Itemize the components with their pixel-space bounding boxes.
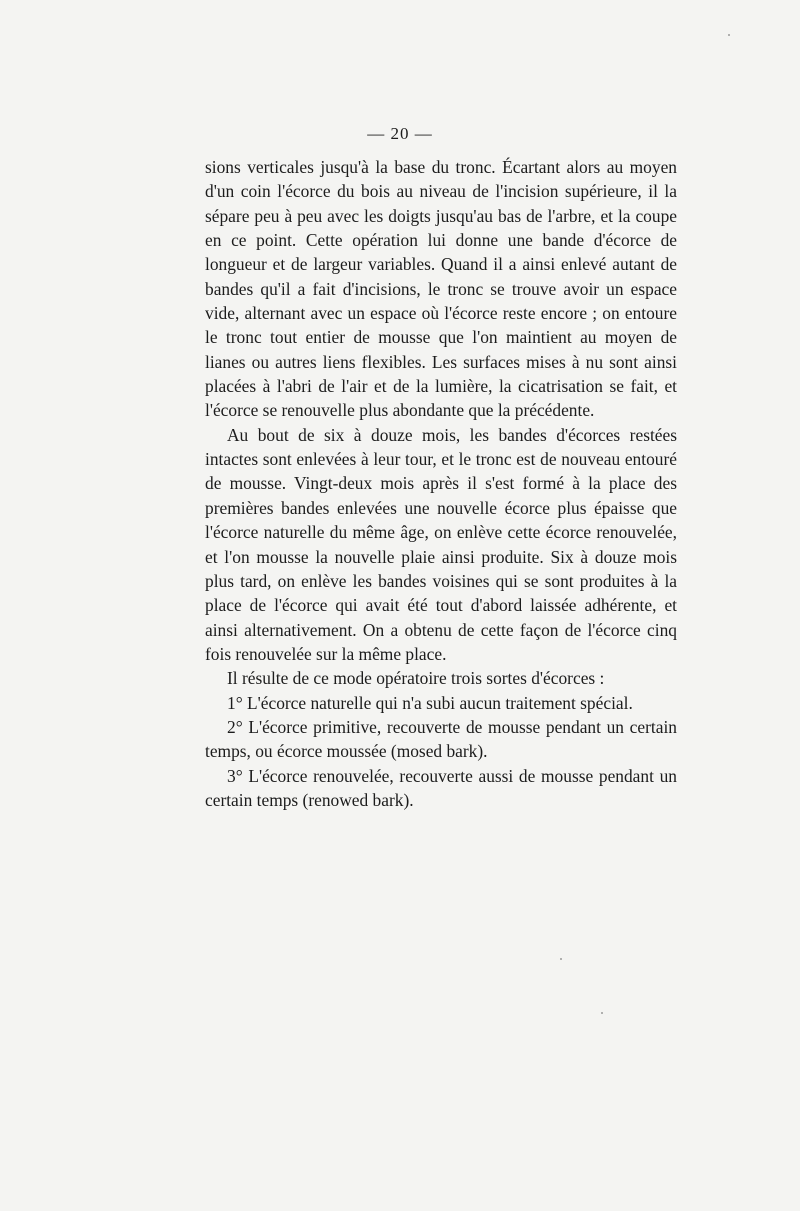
page-number: — 20 — xyxy=(367,124,433,143)
body-text xyxy=(205,155,677,812)
paragraph-3: Il résulte de ce mode opératoire trois sortes d'écorces : xyxy=(227,668,605,689)
paragraph-1: sions verticales jusqu'à la base du tronc. Écartant alors au moyen d'un coin l'écorce du bois au niveau de l'incision supérieure, il la sépare peu à peu avec les doigts jusqu'au bas de l'arbre, et la coupe en ce point. Cette opération lui donne une bande d'écorce de longueur et de largeur variables. Quand il a ainsi enlevé autant de bandes qu'il a fait d'incisions, le tronc se trouve avoir un espace vide, alternant avec un espace où l'écorce reste encore ; on entoure le tronc tout entier de mousse que l'on maintient au moyen de lianes ou autres liens flexibles. Les surfaces mises à nu sont ainsi placées à l'abri de l'air et de la lumière, la cicatrisation se fait, et l'écorce se renouvelle plus abondante que la précédente. xyxy=(205,157,677,421)
paragraph-2: Au bout de six à douze mois, les bandes d'écorces restées intactes sont enlevées à leur tour, et le tronc est de nouveau entouré de mousse. Vingt-deux mois après il s'est formé à la place des premières bandes enlevées une nouvelle écorce plus épaisse que l'écorce naturelle du même âge, on enlève cette écorce renouvelée, et l'on mousse la nouvelle plaie ainsi produite. Six à douze mois plus tard, on enlève les bandes voisines qui se sont produites à la place de l'écorce qui avait été tout d'abord laissée adhérente, et ainsi alternativement. On a obtenu de cette façon de l'écorce cinq fois renouvelée sur la même place. xyxy=(205,424,677,664)
paragraph-6: 3° L'écorce renouvelée, recouverte aussi de mousse pendant un certain temps (renowed bark). xyxy=(205,765,677,810)
paper-speck xyxy=(728,34,730,36)
paragraph-5: 2° L'écorce primitive, recouverte de mousse pendant un certain temps, ou écorce moussée (mosed bark). xyxy=(205,716,677,762)
paper-speck xyxy=(601,1012,603,1014)
paragraph-4: 1° L'écorce naturelle qui n'a subi aucun traitement spécial. xyxy=(227,692,633,713)
paper-speck xyxy=(560,958,562,960)
